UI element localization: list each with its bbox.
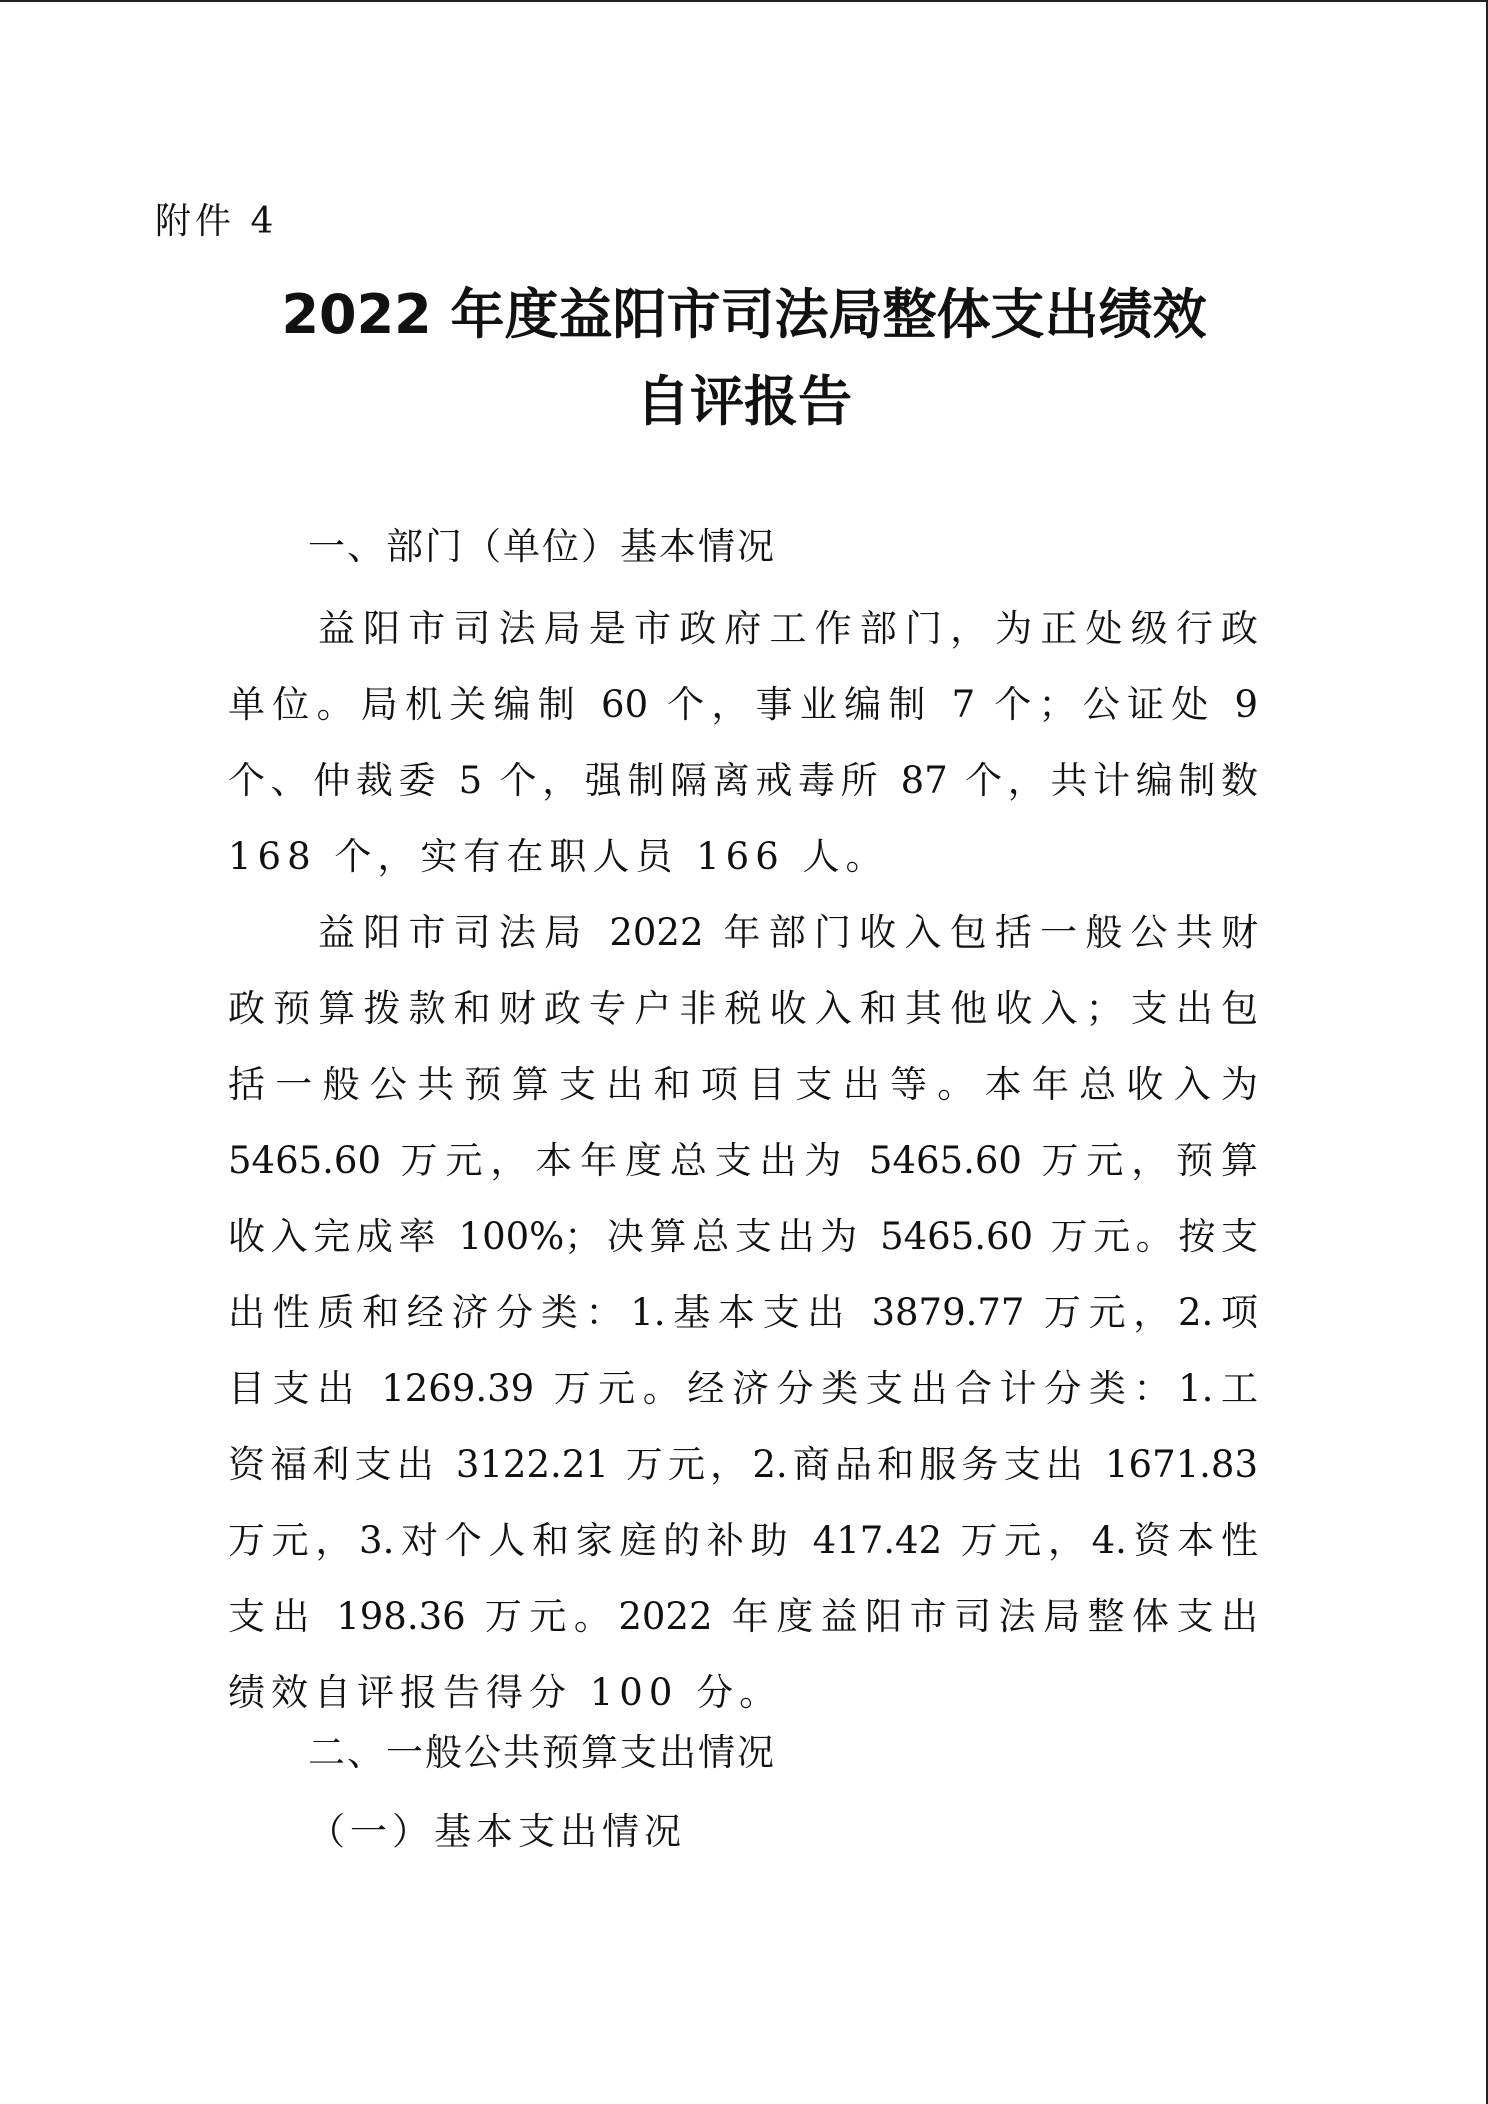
paragraph-line: 单位。局机关编制 60 个，事业编制 7 个；公证处 9 <box>228 683 1258 726</box>
section-2-subheading: （一）基本支出情况 <box>308 1810 686 1853</box>
document-title-line-1: 2022 年度益阳市司法局整体支出绩效 <box>281 283 1207 346</box>
paragraph-line: 万元，3.对个人和家庭的补助 417.42 万元，4.资本性 <box>228 1519 1258 1562</box>
paragraph-line: 益阳市司法局是市政府工作部门，为正处级行政 <box>318 607 1258 650</box>
paragraph-line: 目支出 1269.39 万元。经济分类支出合计分类：1.工 <box>228 1367 1258 1410</box>
paragraph-line: 括一般公共预算支出和项目支出等。本年总收入为 <box>228 1063 1258 1106</box>
section-1-heading: 一、部门（单位）基本情况 <box>308 525 776 568</box>
paragraph-line: 资福利支出 3122.21 万元，2.商品和服务支出 1671.83 <box>228 1443 1258 1486</box>
paragraph-line: 168 个，实有在职人员 166 人。 <box>228 835 889 878</box>
paragraph-line: 益阳市司法局 2022 年部门收入包括一般公共财 <box>318 911 1258 954</box>
paragraph-line: 5465.60 万元，本年度总支出为 5465.60 万元，预算 <box>228 1139 1258 1182</box>
paragraph-line: 个、仲裁委 5 个，强制隔离戒毒所 87 个，共计编制数 <box>228 759 1258 802</box>
paragraph-line: 绩效自评报告得分 100 分。 <box>228 1671 783 1714</box>
document-title-line-2: 自评报告 <box>636 370 852 433</box>
section-2-heading: 二、一般公共预算支出情况 <box>308 1731 776 1774</box>
paragraph-line: 政预算拨款和财政专户非税收入和其他收入；支出包 <box>228 987 1258 1030</box>
paragraph-line: 支出 198.36 万元。2022 年度益阳市司法局整体支出 <box>228 1595 1258 1638</box>
paragraph-line: 出性质和经济分类：1.基本支出 3879.77 万元，2.项 <box>228 1291 1258 1334</box>
paragraph-line: 收入完成率 100%；决算总支出为 5465.60 万元。按支 <box>228 1215 1258 1258</box>
attachment-label: 附件 4 <box>155 201 278 242</box>
